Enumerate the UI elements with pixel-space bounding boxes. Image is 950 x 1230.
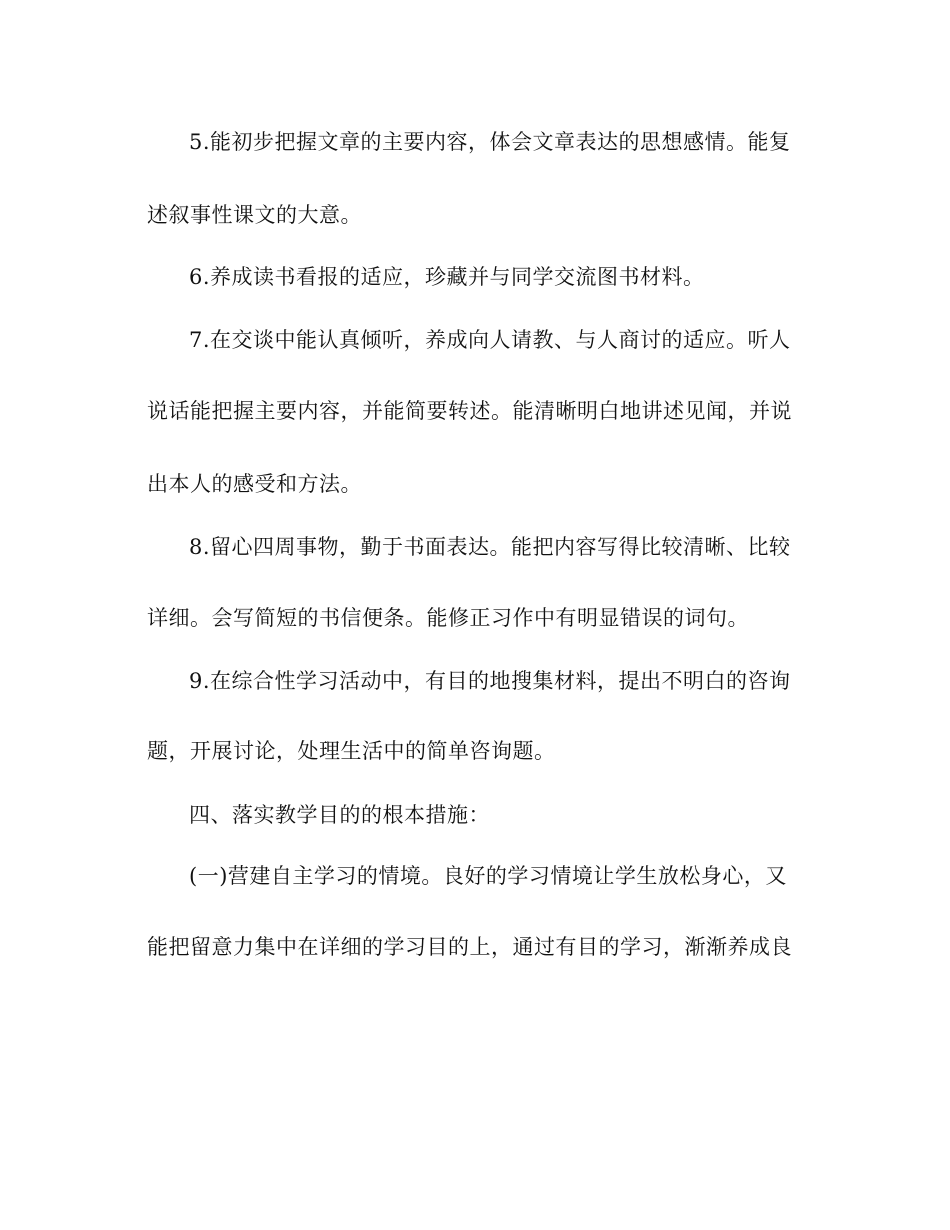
section-heading: 四、落实教学目的的根本措施：	[189, 803, 490, 827]
text-line: 8.留心四周事物，勤于书面表达。能把内容写得比较清晰、比较	[189, 535, 791, 559]
text-line: 说话能把握主要内容，并能简要转述。能清晰明白地讲述见闻，并说	[147, 399, 792, 423]
text-line: 5.能初步把握文章的主要内容，体会文章表达的思想感情。能复	[189, 130, 791, 154]
text-line: 9.在综合性学习活动中，有目的地搜集材料，提出不明白的咨询	[189, 669, 791, 693]
text-line: 题，开展讨论，处理生活中的简单咨询题。	[147, 739, 556, 763]
text-line: 详细。会写简短的书信便条。能修正习作中有明显错误的词句。	[147, 606, 749, 630]
text-line: 能把留意力集中在详细的学习目的上，通过有目的学习，渐渐养成良	[147, 935, 792, 959]
text-line: 述叙事性课文的大意。	[147, 203, 362, 227]
text-line: 6.养成读书看报的适应，珍藏并与同学交流图书材料。	[189, 265, 705, 289]
text-line: 7.在交谈中能认真倾听，养成向人请教、与人商讨的适应。听人	[189, 328, 791, 352]
text-line: 出本人的感受和方法。	[147, 472, 362, 496]
text-line: (一)营建自主学习的情境。良好的学习情境让学生放松身心，又	[189, 864, 787, 888]
